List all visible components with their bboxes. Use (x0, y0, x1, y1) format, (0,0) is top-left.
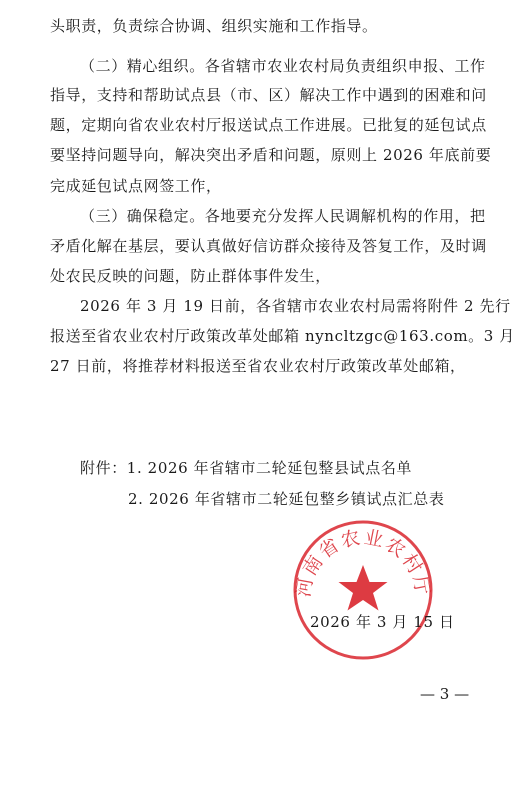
deadline-paragraph-line: 2026 年 3 月 19 日前，各省辖市农业农村局需将附件 2 先行 (80, 297, 511, 315)
attachment-item: 2. 2026 年省辖市二轮延包整乡镇试点汇总表 (128, 490, 445, 508)
star-icon (339, 565, 388, 611)
document-date: 2026 年 3 月 15 日 (310, 613, 455, 631)
section-two-heading-line: （二）精心组织。各省辖市农业农村局负责组织申报、工作 (80, 57, 486, 75)
paragraph-line: 头职责，负责综合协调、组织实施和工作指导。 (50, 17, 378, 35)
page-number: — 3 — (420, 685, 470, 703)
paragraph-line: 完成延包试点网签工作， (50, 177, 222, 195)
official-seal (288, 515, 438, 665)
paragraph-line: 题，定期向省农业农村厅报送试点工作进展。已批复的延包试点 (50, 116, 487, 134)
paragraph-line: 处农民反映的问题，防止群体事件发生， (50, 267, 331, 285)
paragraph-line: 矛盾化解在基层，要认真做好信访群众接待及答复工作，及时调 (50, 237, 487, 255)
paragraph-line: 27 日前，将推荐材料报送至省农业农村厅政策改革处邮箱， (50, 357, 466, 375)
paragraph-line: 要坚持问题导向，解决突出矛盾和问题，原则上 2026 年底前要 (50, 146, 492, 164)
attachment-item: 附件：1. 2026 年省辖市二轮延包整县试点名单 (80, 459, 413, 477)
seal-text: 河南省农业农村厅 (292, 526, 434, 599)
paragraph-line: 指导，支持和帮助试点县（市、区）解决工作中遇到的困难和问 (50, 86, 487, 104)
paragraph-line: 报送至省农业农村厅政策改革处邮箱 nyncltzgc@163.com。3 月 (50, 327, 515, 345)
section-three-heading-line: （三）确保稳定。各地要充分发挥人民调解机构的作用，把 (80, 207, 486, 225)
